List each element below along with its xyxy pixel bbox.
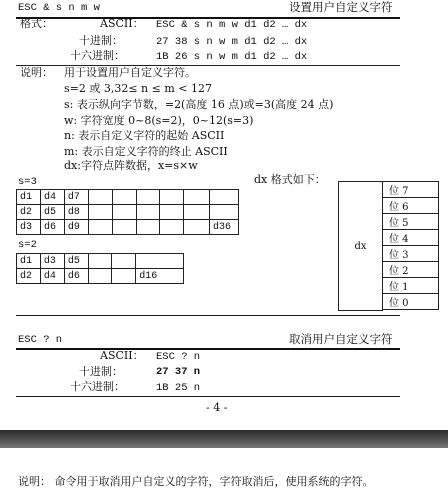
section-title-cancel-chars: 取消用户自定义字符: [289, 332, 393, 346]
grid-cell: [184, 205, 210, 220]
bit-row: [383, 246, 439, 262]
footer-description: 说明： 命令用于取消用户自定义的字符，字符取消后，使用系统的字符。: [18, 475, 374, 488]
section-title-define-chars: 设置用户自定义字符: [289, 0, 393, 14]
section-divider: [16, 348, 400, 350]
grid-cell: d9: [64, 220, 88, 235]
description-line: s=2 或 3,32≤ n ≤ m < 127: [64, 82, 212, 95]
grid-cell: d6: [64, 269, 88, 284]
description-line: w: 字符宽度 0~8(s=2)，0~12(s=3): [64, 114, 254, 127]
grid-cell: d4: [40, 269, 64, 284]
description-line: dx:字符点阵数据，x=s×w: [64, 159, 198, 172]
grid-cell: [184, 220, 210, 235]
dx-byte-cell: [338, 181, 383, 311]
page-number: - 4 -: [206, 401, 228, 414]
grid-cell: [88, 269, 112, 284]
grid-cell: [136, 190, 160, 205]
decimal-value: 27 38 s n w m d1 d2 … dx: [156, 36, 308, 48]
grid-cell: [160, 205, 184, 220]
hex-label: 十六进制：: [70, 49, 125, 62]
description-line: 用于设置用户自定义字符。: [64, 66, 196, 79]
grid-row: [17, 205, 239, 220]
grid-cell: d2: [17, 205, 41, 220]
s3-data-grid: [16, 189, 239, 235]
ascii-value: ESC ? n: [156, 351, 201, 363]
bit-row: [383, 294, 439, 310]
s3-label: s=3: [18, 176, 37, 188]
grid-cell: [112, 220, 136, 235]
bit-label: 位 6: [383, 198, 439, 214]
hex-label: 十六进制：: [70, 380, 125, 393]
decimal-value: 27 37 n: [156, 366, 201, 378]
bit-label: 位 1: [383, 278, 439, 294]
grid-cell: [88, 205, 112, 220]
grid-cell: d5: [64, 254, 88, 269]
grid-cell: [136, 220, 160, 235]
grid-cell: [136, 254, 184, 269]
grid-cell: [210, 190, 239, 205]
bit-row: [383, 262, 439, 278]
hex-value: 1B 25 n: [156, 382, 201, 394]
grid-row: [17, 220, 239, 235]
bit-label: 位 2: [383, 262, 439, 278]
bit-label: 位 3: [383, 246, 439, 262]
bit-label: 位 0: [383, 294, 439, 310]
grid-cell: [112, 190, 136, 205]
grid-cell: d7: [64, 190, 88, 205]
dx-format-label: dx 格式如下：: [254, 173, 326, 186]
grid-row: [17, 269, 184, 284]
section-bottom-divider: [16, 396, 400, 397]
bit-label: 位 5: [383, 214, 439, 230]
grid-cell: [184, 190, 210, 205]
bit-label: 位 4: [383, 230, 439, 246]
grid-cell: d1: [17, 254, 41, 269]
ascii-value: ESC & s n m w d1 d2 … dx: [156, 19, 308, 31]
decimal-label: 十进制：: [79, 365, 123, 378]
grid-cell: [136, 205, 160, 220]
grid-cell: [112, 254, 136, 269]
grid-cell: [160, 190, 184, 205]
description-label: 说明：: [20, 66, 53, 79]
bit-order-table: [382, 181, 439, 310]
s2-data-grid: [16, 253, 184, 284]
command-esc-amp-header: ESC & s n m w: [18, 2, 100, 14]
grid-cell: [88, 254, 112, 269]
format-label: 格式：: [20, 17, 53, 30]
command-esc-question-header: ESC ? n: [18, 334, 63, 346]
bit-row: [383, 198, 439, 214]
bit-row: [383, 214, 439, 230]
grid-row: [17, 254, 184, 269]
section-bottom-divider: [16, 315, 400, 316]
hex-value: 1B 26 s n w m d1 d2 … dx: [156, 51, 308, 63]
page-break-band: [0, 430, 448, 448]
grid-cell: d3: [17, 220, 41, 235]
grid-cell: d2: [17, 269, 41, 284]
ascii-label: ASCII：: [100, 349, 144, 362]
grid-cell: [160, 220, 184, 235]
grid-cell: d5: [40, 205, 64, 220]
bit-label: 位 7: [383, 182, 439, 198]
description-line: s: 表示纵向字节数，=2(高度 16 点)或=3(高度 24 点): [64, 98, 334, 111]
dx-label: dx: [354, 240, 367, 252]
grid-cell: d3: [40, 254, 64, 269]
grid-cell: [210, 205, 239, 220]
grid-cell: d36: [210, 220, 239, 235]
grid-cell: d16: [136, 269, 184, 284]
grid-cell: d8: [64, 205, 88, 220]
bit-row: [383, 278, 439, 294]
bit-row: [383, 182, 439, 198]
bit-row: [383, 230, 439, 246]
grid-cell: d4: [40, 190, 64, 205]
s2-label: s=2: [18, 239, 37, 251]
grid-cell: [112, 205, 136, 220]
grid-cell: d6: [40, 220, 64, 235]
grid-row: [17, 190, 239, 205]
grid-cell: d1: [17, 190, 41, 205]
grid-cell: [112, 269, 136, 284]
ascii-label: ASCII：: [100, 17, 144, 30]
grid-cell: [88, 190, 112, 205]
decimal-label: 十进制：: [79, 34, 123, 47]
description-line: m: 表示自定义字符的终止 ASCII: [64, 145, 228, 158]
grid-cell: [88, 220, 112, 235]
description-line: n: 表示自定义字符的起始 ASCII: [64, 129, 225, 142]
